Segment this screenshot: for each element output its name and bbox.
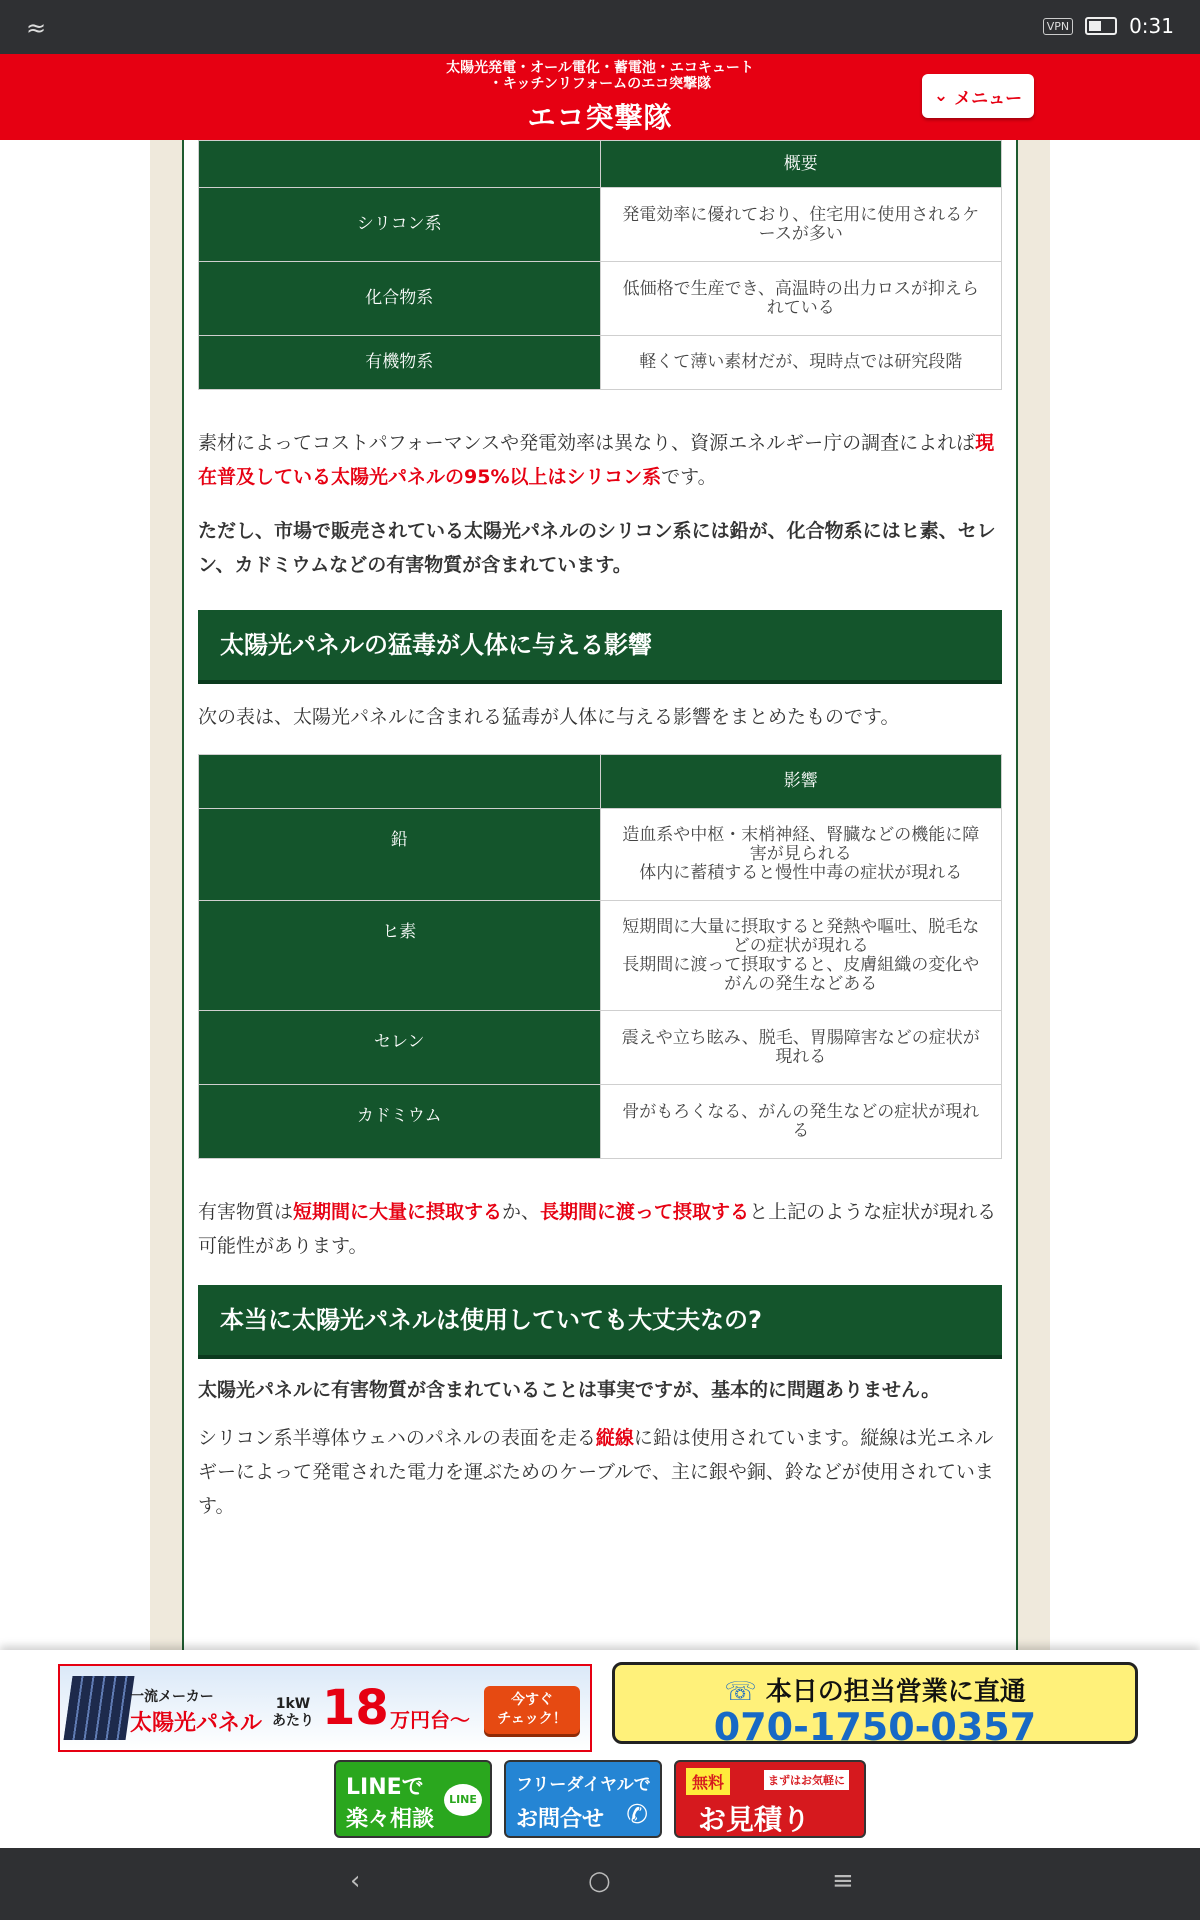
content-border-left [182,140,184,1650]
check-now-label-1: 今すぐ [511,1692,553,1708]
panel-types-table [198,140,1002,390]
table-row [199,1011,1002,1085]
back-icon[interactable]: ‹ [350,1866,361,1896]
text-run: シリコン系半導体ウェハのパネルの表面を走る [198,1427,596,1449]
table-row [199,262,1002,336]
table-value-cell: 震えや立ち眩み、脱毛、胃腸障害などの症状が現れる [600,1011,1002,1085]
line-consult-button[interactable] [334,1760,492,1838]
mobile-phone-icon: ☏ [724,1677,757,1707]
wifi-icon: ≈ [26,14,47,42]
highlight-text: 長期間に渡って摂取する [540,1201,750,1223]
home-icon[interactable]: ○ [588,1866,611,1896]
article-content [198,140,1002,1523]
table-header-row [199,141,1002,188]
brand-logo[interactable] [400,60,800,136]
highlight-text: 縦線 [595,1427,634,1449]
brand-tagline-1: 太陽光発電・オール電化・蓄電池・エコキュート [446,60,754,76]
table-key-cell: 鉛 [199,809,601,901]
phone-call-button[interactable] [612,1662,1138,1749]
section-heading-effects: 太陽光パネルの猛毒が人体に与える影響 [198,610,1002,684]
system-nav-bar [0,1848,1200,1920]
table-key-cell: 化合物系 [199,262,601,336]
solar-panel-image [64,1676,135,1740]
banner-per: あたり [272,1713,314,1729]
estimate-label: お見積り [698,1803,811,1836]
table-header-cell: 影響 [600,755,1002,809]
free-dial-button[interactable] [504,1760,662,1838]
free-estimate-button[interactable] [674,1760,866,1838]
banner-kw: 1kW [275,1696,311,1712]
section-heading-safety: 本当に太陽光パネルは使用していても大丈夫なの? [198,1285,1002,1359]
status-time: 0:31 [1129,14,1174,38]
line-button-label-2: 楽々相談 [346,1807,435,1832]
page-border-right [1018,140,1050,1650]
banner-kw-label [272,1696,314,1730]
status-right [1043,14,1174,38]
toxins-effects-table [198,754,1002,1159]
table-value-line: 長期間に渡って摂取すると、皮膚組織の変化やがんの発生などある [622,954,980,994]
table-row [199,336,1002,390]
table-key-cell: シリコン系 [199,188,601,262]
text-run: 有害物質は [198,1201,294,1223]
table-value-cell: 軽くて薄い素材だが、現時点では研究段階 [600,336,1002,390]
paragraph-table-intro: 次の表は、太陽光パネルに含まれる猛毒が人体に与える影響をまとめたものです。 [198,706,900,728]
estimate-note: まずはお気軽に [764,1770,849,1790]
text-run: と上記のような症状が現れる可能性があります。 [198,1201,997,1257]
site-header [0,54,1200,140]
banner-price-unit: 万円台〜 [390,1708,470,1732]
table-key-cell: 有機物系 [199,336,601,390]
free-dial-label-1: フリーダイヤルで [516,1775,651,1795]
table-value-cell: 発電効率に優れており、住宅用に使用されるケースが多い [600,188,1002,262]
table-value-cell: 低価格で生産でき、高温時の出力ロスが抑えられている [600,262,1002,336]
status-bar [0,0,1200,54]
brand-name: エコ突撃隊 [527,101,673,134]
text-run: か、 [502,1201,541,1223]
paragraph-wafer [198,1421,1002,1523]
solar-panel-banner[interactable] [58,1664,592,1752]
text-run: 素材によってコストパフォーマンスや発電効率は異なり、資源エネルギー庁の調査によれば [198,432,976,454]
table-key-cell: セレン [199,1011,601,1085]
phone-number: 070-1750-0357 [713,1705,1037,1749]
phone-label [615,1671,1135,1708]
paragraph-symptoms [198,1195,1002,1263]
table-key-cell: カドミウム [199,1085,601,1159]
table-header-cell: 概要 [600,141,1002,188]
table-value-cell [600,809,1002,901]
battery-icon [1085,17,1117,35]
vpn-indicator: VPN [1043,18,1073,35]
table-row [199,188,1002,262]
check-now-button[interactable] [484,1686,580,1734]
chevron-down-icon: ⌄ [933,86,949,106]
table-row [199,901,1002,1011]
table-key-cell: ヒ素 [199,901,601,1011]
table-value-cell [600,901,1002,1011]
sticky-cta-bar [0,1650,1200,1848]
text-run: です。 [661,466,717,488]
brand-tagline-2: ・キッチンリフォームのエコ突撃隊 [488,76,712,92]
paragraph-materials [198,426,1002,494]
table-header-empty [199,141,601,188]
paragraph-safety-summary: 太陽光パネルに有害物質が含まれていることは事実ですが、基本的に問題ありません。 [198,1379,941,1401]
banner-maker-label: 一流メーカー [130,1689,214,1705]
menu-button[interactable] [922,74,1034,118]
table-row [199,809,1002,901]
free-badge: 無料 [686,1768,730,1795]
table-header-empty [199,755,601,809]
text-run: に鉛は使用されています。縦線は光エネルギーによって発電された電力を運ぶためのケーブルで、主に銀や銅、鈴などが使用されています。 [198,1427,994,1517]
table-value-line: 体内に蓄積すると慢性中毒の症状が現れる [639,863,963,883]
paragraph-hazard-note: ただし、市場で販売されている太陽光パネルのシリコン系には鉛が、化合物系にはヒ素、セレン、カドミウムなどの有害物質が含まれています。 [198,520,996,576]
highlight-text: 現在普及している太陽光パネルの95%以上はシリコン系 [198,432,995,488]
line-button-label-1: LINEで [346,1775,424,1800]
menu-button-label: メニュー [954,88,1023,109]
table-row [199,1085,1002,1159]
table-value-cell: 骨がもろくなる、がんの発生などの症状が現れる [600,1085,1002,1159]
table-header-row [199,755,1002,809]
check-now-label-2: チェック！ [497,1711,567,1727]
phone-label-text: 本日の担当営業に直通 [765,1677,1026,1707]
banner-title: 太陽光パネル [130,1711,263,1736]
content-border-right [1016,140,1018,1650]
table-value-line: 短期間に大量に摂取すると発熱や嘔吐、脱毛などの症状が現れる [622,916,980,956]
highlight-text: 短期間に大量に摂取する [293,1201,503,1223]
phone-icon: ✆ [626,1800,648,1830]
banner-price: 18 [322,1680,389,1736]
free-dial-label-2: お問合せ [516,1807,605,1832]
recent-apps-icon[interactable]: ≡ [832,1866,854,1896]
page-border-left [150,140,182,1650]
line-logo-icon: LINE [444,1784,482,1816]
table-value-line: 造血系や中枢・末梢神経、腎臓などの機能に障害が見られる [622,825,980,864]
